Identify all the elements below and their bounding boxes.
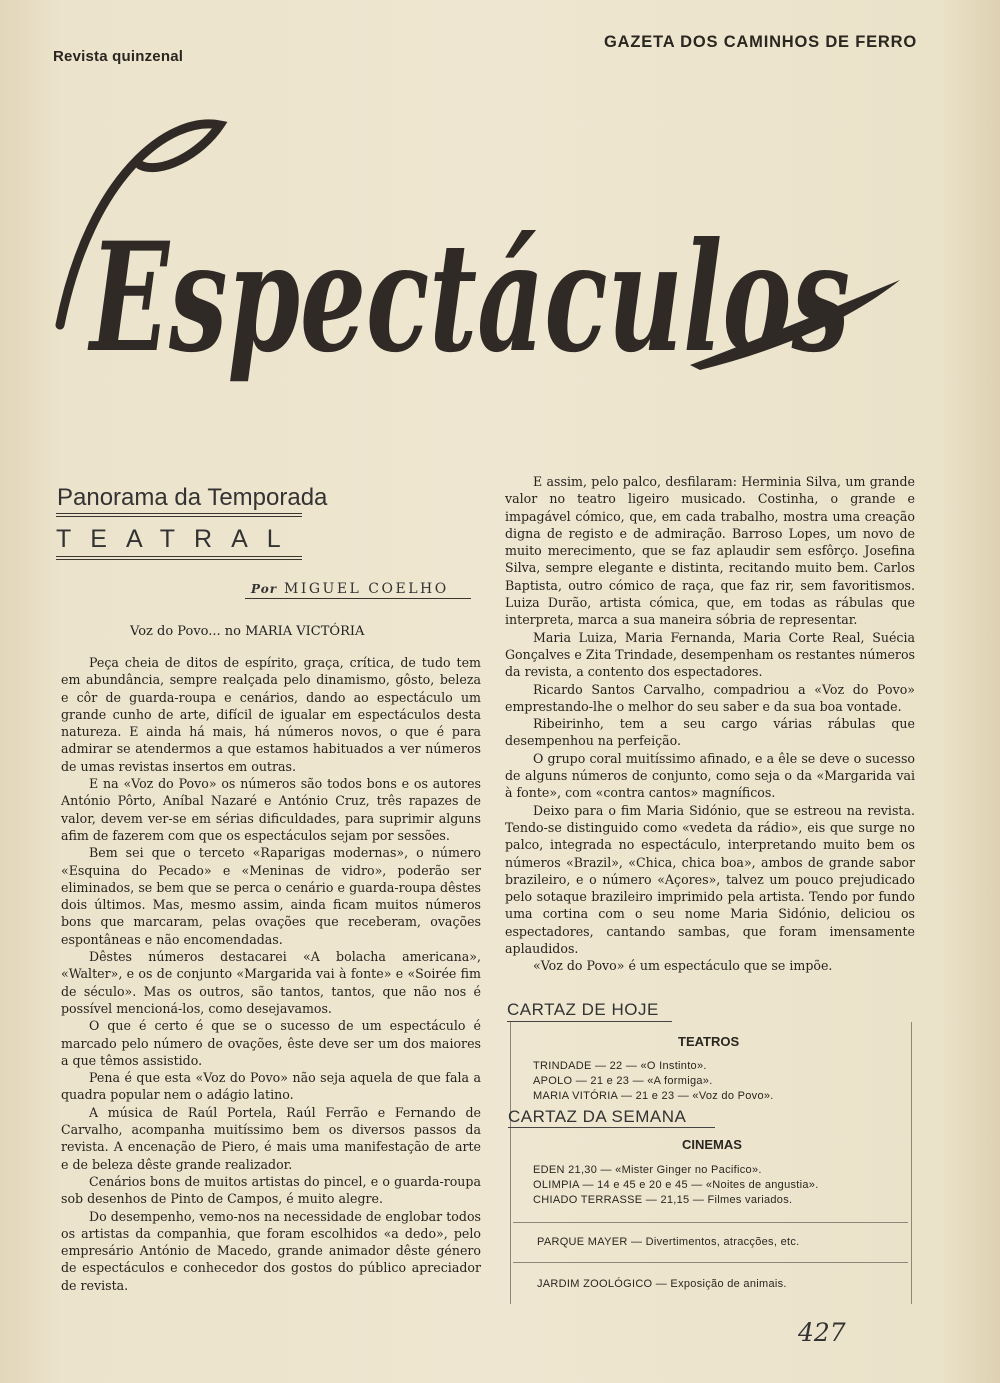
paragraph: Ricardo Santos Carvalho, compadriou a «Voz do Povo» emprestando-lhe o melhor do seu saber e da sua boa vontade.	[505, 681, 915, 714]
byline	[251, 581, 449, 597]
divider	[513, 1262, 908, 1263]
cartaz-semana-rule	[508, 1127, 715, 1128]
article-kicker: Panorama da Temporada	[57, 484, 328, 511]
paragraph: Dêstes números destacarei «A bolacha americana», «Walter», e os de conjunto «Margarida vai à fonte» e «Soirée fim de século». Mas os outros, são tantos, tantos, que não nos é possível mencioná-los, como desejavamos.	[61, 949, 481, 1016]
list-item: EDEN 21,30 — «Mister Ginger no Pacifico».	[533, 1164, 762, 1176]
paragraph: «Voz do Povo» é um espectáculo que se impõe.	[533, 958, 833, 974]
paragraph: E assim, pelo palco, desfilaram: Herminia Silva, um grande valor no teatro ligeiro musicado. Costinha, o grande e impagável cómico, que, em cada trabalho, mostra uma creação digna de registo e de admiração. Barroso Lopes, um novo de muito merecimento, que se faz aplaudir sem esfôrço. Josefina Silva, sempre elegante e distinta, recitando muito bem. Carlos Baptista, outro cómico de raça, que faz rir, sem favoritismos. Luiza Durão, artista cómica, que, em todas as rábulas que interpreta, marca a sua maneira sóbria de representar.	[505, 474, 915, 628]
teatros-heading: TEATROS	[678, 1034, 740, 1049]
title-rule-bottom	[56, 556, 302, 560]
paragraph: Peça cheia de ditos de espírito, graça, crítica, de tudo tem em abundância, sempre realçada pelo dinamismo, gôsto, beleza e côr de guarda-roupa e cenários, dando ao espectáculo um grande cunho de arte, difícil de igualar em espectáculos desta natureza. E ainda há mais, há números novos, o que é para admirar se atendermos a que estamos habituados a ver números de umas revistas insertos em outras.	[61, 655, 481, 774]
cinemas-list	[533, 1163, 819, 1208]
list-item: MARIA VITÓRIA — 21 e 23 — «Voz do Povo».	[533, 1090, 774, 1102]
cartaz-semana-title: CARTAZ DA SEMANA	[508, 1107, 687, 1126]
cinemas-heading: CINEMAS	[682, 1137, 742, 1152]
paragraph: A música de Raúl Portela, Raúl Ferrão e Fernando de Carvalho, acompanha muitíssimo bem os diversos passos da revista. A encenação de Piero, é mais uma manifestação de arte e de beleza dêste grande realizador.	[61, 1104, 481, 1172]
article-column-2	[505, 473, 915, 975]
paragraph: E na «Voz do Povo» os números são todos bons e os autores António Pôrto, Aníbal Nazaré e António Cruz, três rapazes de valor, devem ver-se em sérias dificuldades, para suprimir alguns afim de fazerem com que os espectáculos sejam por sessões.	[61, 776, 481, 843]
list-item: APOLO — 21 e 23 — «A formiga».	[533, 1075, 713, 1087]
list-item: TRINDADE — 22 — «O Instinto».	[533, 1060, 707, 1072]
jardim-zoologico-line: JARDIM ZOOLÓGICO — Exposição de animais.	[537, 1278, 787, 1290]
magazine-title: GAZETA DOS CAMINHOS DE FERRO	[604, 33, 917, 51]
article-title: TEATRAL	[56, 525, 300, 553]
divider	[513, 1222, 908, 1223]
masthead-espectaculos	[50, 95, 930, 460]
paragraph: Cenários bons de muitos artistas do pincel, e o guarda-roupa sob desenhos de Pinto de Campos, é muito alegre.	[61, 1173, 481, 1207]
list-item: OLIMPIA — 14 e 45 e 20 e 45 — «Noites de angustia».	[533, 1179, 819, 1191]
title-rule-top	[56, 513, 302, 517]
paragraph: Pena é que esta «Voz do Povo» não seja aquela de que fala a quadra popular nem o adágio latino.	[61, 1070, 481, 1103]
article-column-1	[61, 654, 481, 1294]
author-name: MIGUEL COELHO	[283, 581, 449, 597]
cartaz-hoje-title: CARTAZ DE HOJE	[507, 1000, 659, 1019]
list-item: CHIADO TERRASSE — 21,15 — Filmes variados.	[533, 1194, 793, 1206]
parque-mayer-line: PARQUE MAYER — Divertimentos, atracções, etc.	[537, 1236, 800, 1248]
paragraph: Deixo para o fim Maria Sidónio, que se estreou na revista. Tendo-se distinguido como «vedeta da rádio», eis que surge no palco, integrada no espectáculo, interpretando muito bem os números «Brazil», «Chica, chica boa», ambos de grande sabor brazileiro, e o número «Açores», talvez um pouco prejudicado pelo sotaque brazileiro imprimido pela artista. Tendo por fundo uma cortina com o seu nome Maria Sidónio, deliciou os espectadores, cantando sambas, que foram imensamente aplaudidos.	[505, 802, 915, 957]
page-number: 427	[798, 1318, 846, 1347]
paragraph: Ribeirinho, tem a seu cargo várias rábulas que desempenhou na perfeição.	[505, 716, 915, 749]
byline-prefix: Por	[251, 582, 278, 596]
byline-rule	[245, 598, 471, 599]
article-subtitle: Voz do Povo... no MARIA VICTÓRIA	[130, 624, 365, 639]
paragraph: Do desempenho, vemo-nos na necessidade de englobar todos os artistas da companhia, que foram escolhidos «a dedo», pelo empresário António de Macedo, grande animador dêste género de espectáculos e conhecedor dos gostos do público apreciador de revista.	[61, 1208, 481, 1293]
masthead-text: Espectáculos	[87, 210, 851, 386]
paragraph: O que é certo é que se o sucesso de um espectáculo é marcado pelo número de ovações, êste deve ser um dos maiores a que têmos assistido.	[61, 1018, 481, 1068]
paragraph: O grupo coral muitíssimo afinado, e a êle se deve o sucesso de alguns números de conjunto, como seja o da «Margarida vai à fonte», com «contra cantos» magníficos.	[505, 750, 915, 801]
magazine-frequency: Revista quinzenal	[53, 48, 184, 65]
teatros-list	[533, 1059, 774, 1104]
paragraph: Maria Luiza, Maria Fernanda, Maria Corte Real, Suécia Gonçalves e Zita Trindade, desempenham os restantes números da revista, a contento dos espectadores.	[505, 629, 915, 680]
cartaz-hoje-rule	[507, 1021, 672, 1022]
paragraph: Bem sei que o terceto «Raparigas modernas», o número «Esquina do Pecado» e «Meninas de vidro», poderão ser eliminados, se bem que se perca o cenário e guarda-roupa dêstes dois últimos. Mas, mesmo assim, ainda ficam muitos números bons que marcaram, pelas ovações que receberam, ovações espontâneas e não encomendadas.	[61, 845, 481, 947]
